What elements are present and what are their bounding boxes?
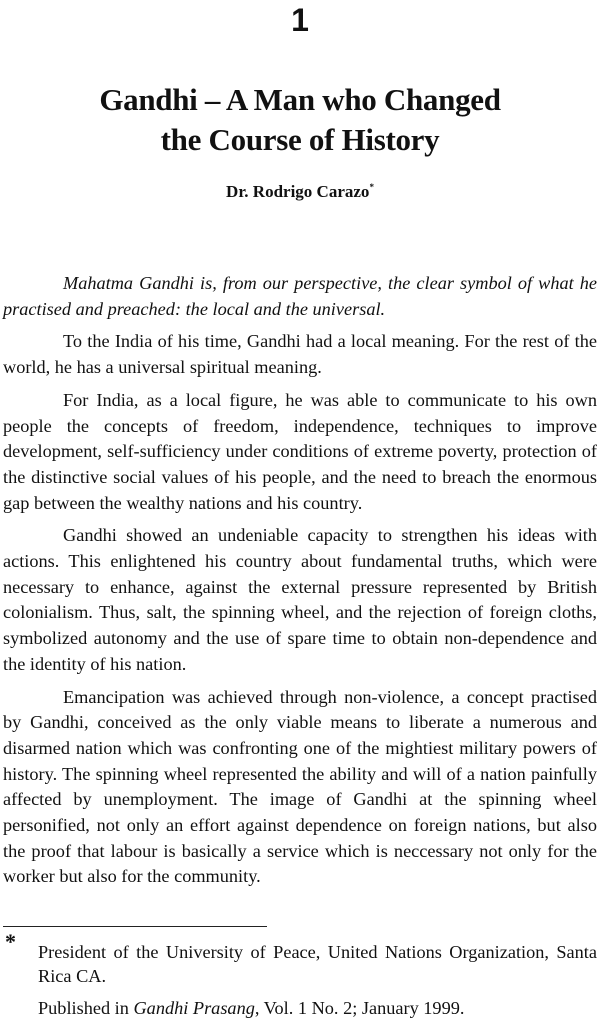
publication-note [38, 996, 597, 1020]
publication-title: Gandhi Prasang [133, 998, 255, 1018]
chapter-title-line-1: Gandhi – A Man who Changed [99, 82, 501, 117]
author-byline [0, 176, 600, 203]
author-footnote-marker: * [369, 182, 374, 192]
chapter-number: 1 [291, 2, 309, 38]
publication-prefix: Published in [38, 998, 134, 1018]
body-text [3, 271, 597, 897]
paragraph-1: Mahatma Gandhi is, from our perspective, the clear symbol of what he practised and preached: the local and the universal. [3, 273, 597, 319]
footnote-divider [3, 926, 267, 927]
footnote-marker: * [5, 929, 16, 954]
chapter-title [0, 80, 600, 160]
chapter-title-line-2: the Course of History [160, 122, 440, 157]
paragraph-3: For India, as a local figure, he was able to communicate to his own people the concepts of freedom, independence, techniques to improve development, self-sufficiency under conditions of extreme poverty, protection of the distinctive social values of his people, and the need to breach the enormous gap between the wealthy nations and his country. [3, 389, 597, 513]
paragraph-5: Emancipation was achieved through non-violence, a concept practised by Gandhi, conceived as the only viable means to liberate a numerous and disarmed nation which was confronting one of the mightiest military powers of history. The spinning wheel represented the ability and will of a nation painfully affected by unemployment. The image of Gandhi at the spinning wheel personified, not only an effort against dependence on foreign nations, but also the proof that labour is basically a service which is neccessary not only for the worker but also for the community. [3, 686, 597, 887]
footnote-text: President of the University of Peace, United Nations Organization, Santa Rica CA. [38, 942, 597, 986]
paragraph-4: Gandhi showed an undeniable capacity to strengthen his ideas with actions. This enlightened his country about fundamental truths, which were necessary to enhance, against the external pressure represented by British colonialism. Thus, salt, the spinning wheel, and the rejection of foreign cloths, symbolized autonomy and the use of spare time to obtain non-dependence and the identity of his nation. [3, 525, 597, 674]
paragraph-2: To the India of his time, Gandhi had a local meaning. For the rest of the world, he has a universal spiritual meaning. [3, 331, 597, 378]
author-name: Dr. Rodrigo Carazo [226, 182, 370, 201]
publication-suffix: , Vol. 1 No. 2; January 1999. [254, 998, 465, 1018]
